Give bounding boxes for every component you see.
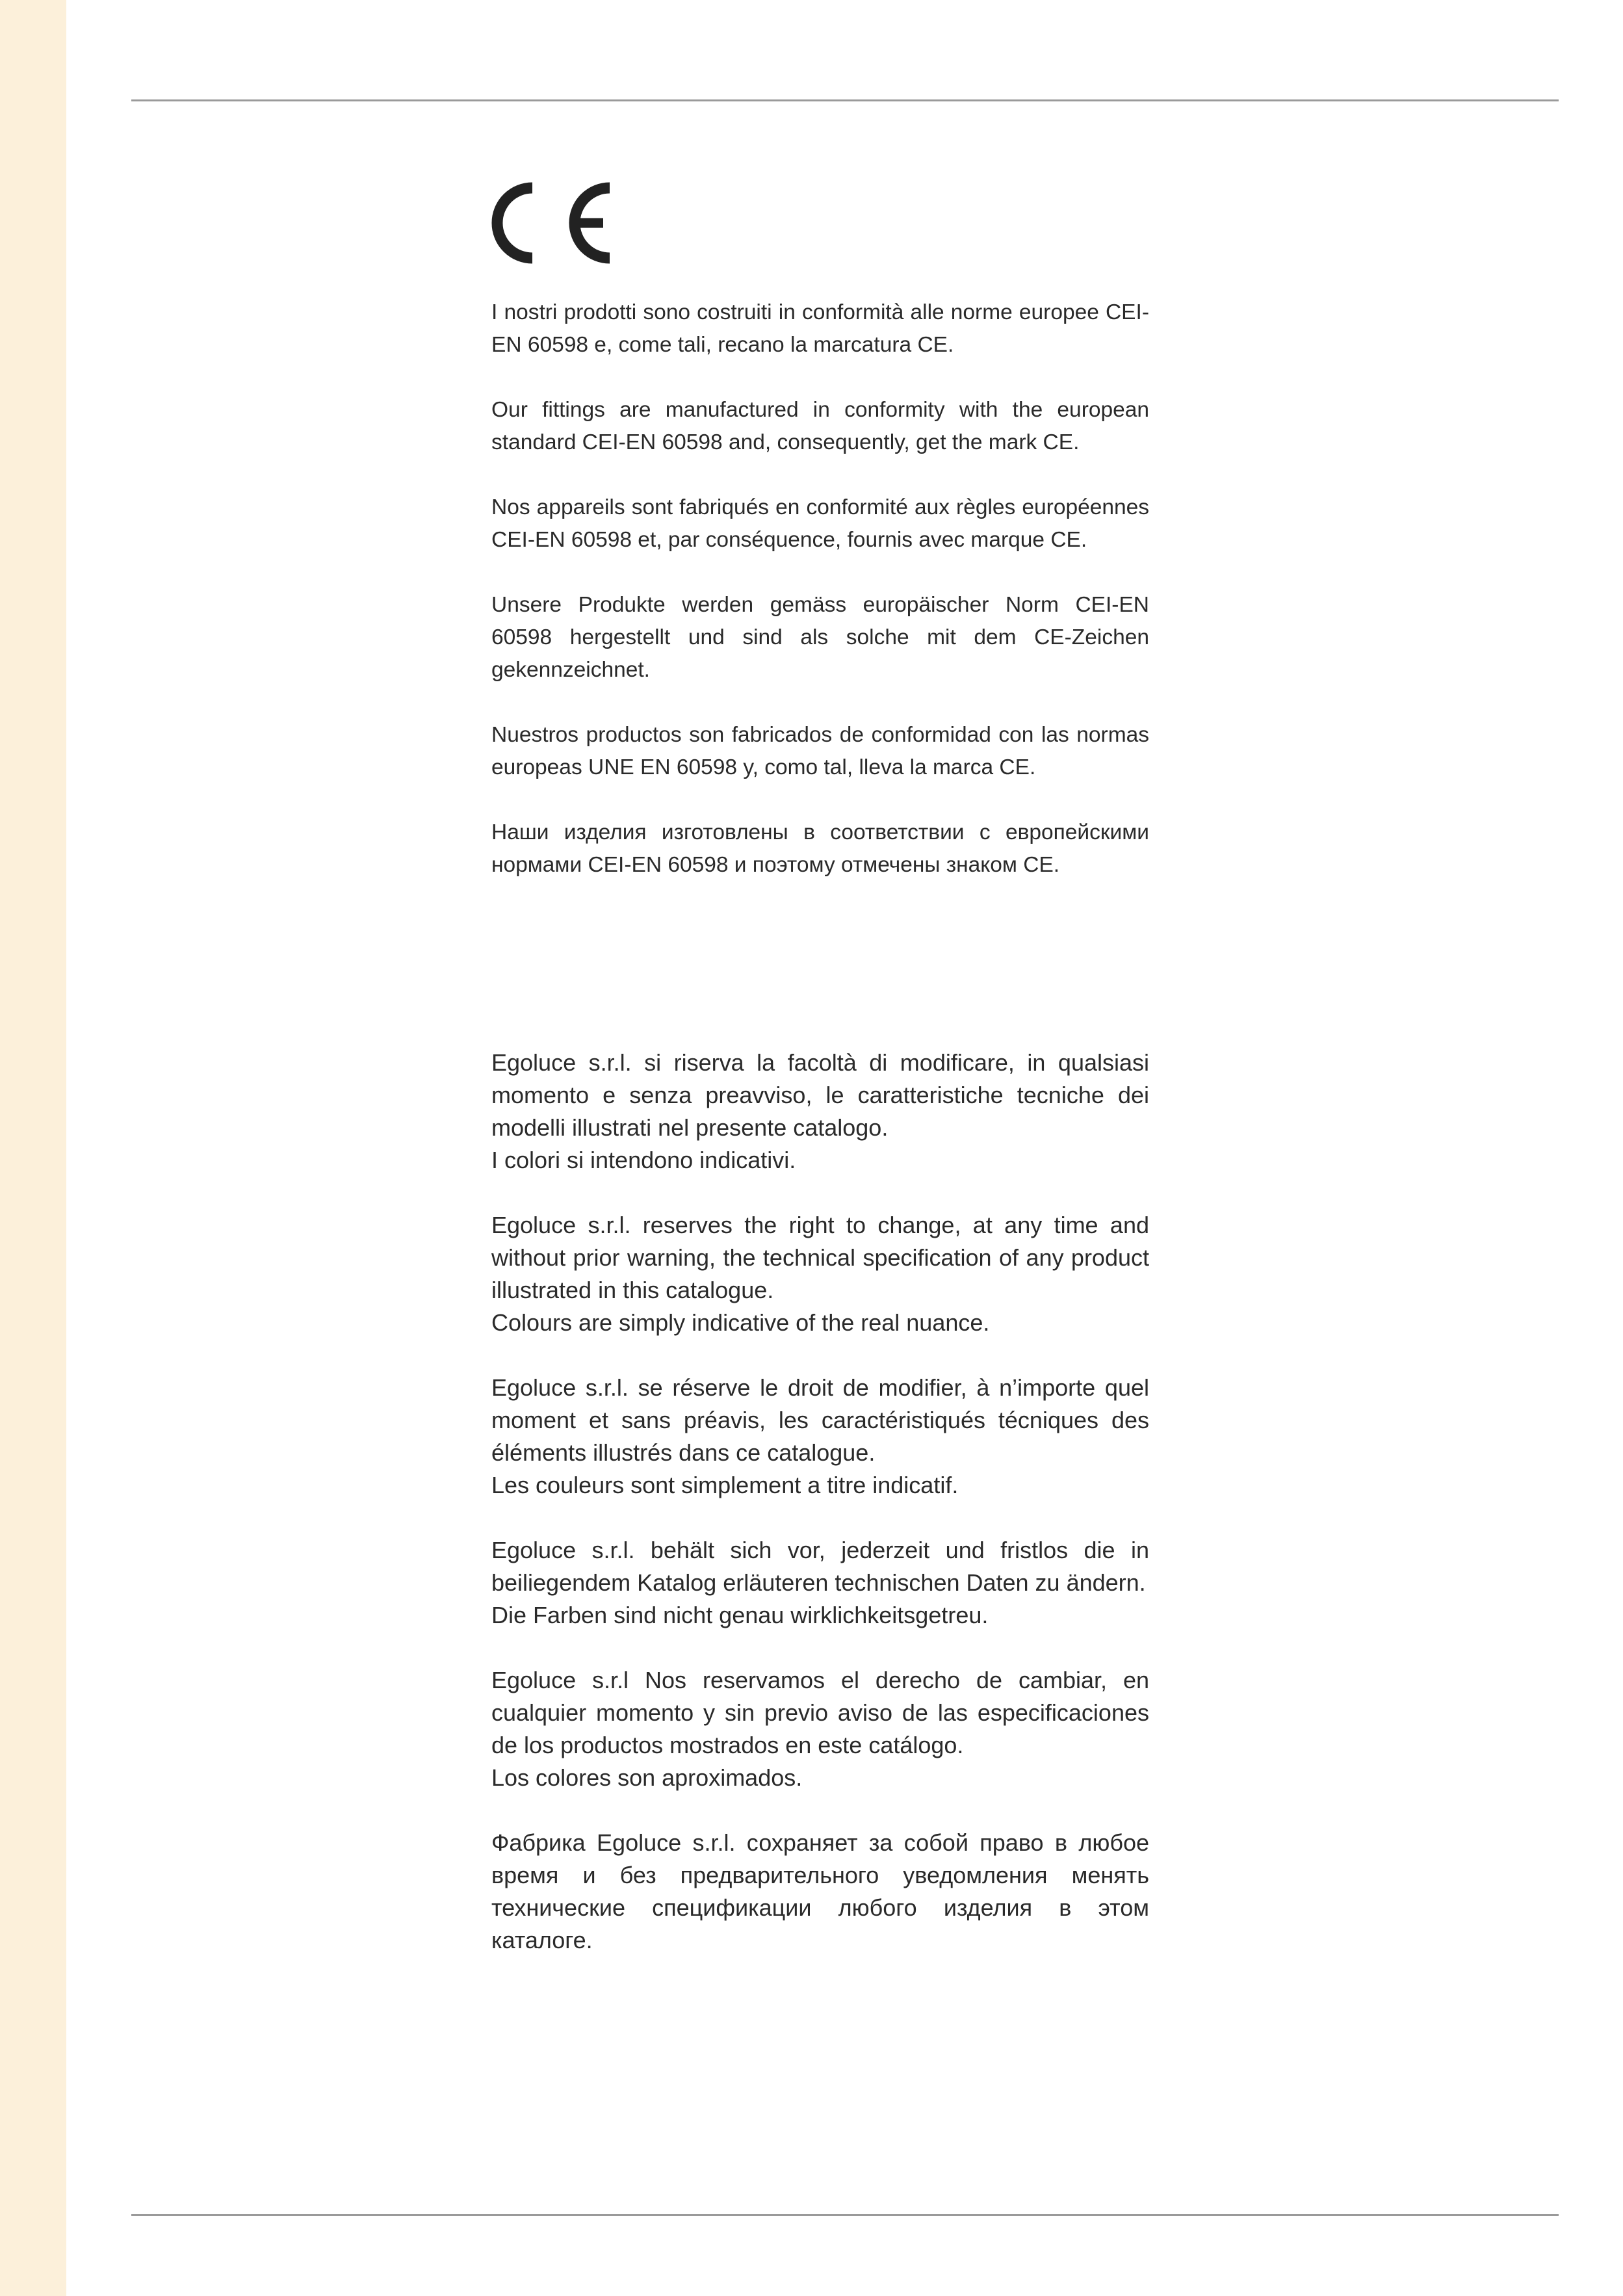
disclaimer-spanish-text: Egoluce s.r.l Nos reservamos el derecho de cambiar, en cualquier momento y sin previo aviso de las especificaciones de los productos mostrados en este catálogo. — [491, 1667, 1149, 1758]
disclaimer-german-colors: Die Farben sind nicht genau wirklichkeitsgetreu. — [491, 1602, 989, 1628]
ce-conformity-text — [491, 296, 1149, 881]
ce-paragraph-german: Unsere Produkte werden gemäss europäischer Norm CEI-EN 60598 hergestellt und sind als solche mit dem CE-Zeichen gekennzeichnet. — [491, 593, 1149, 682]
disclaimer-german — [491, 1534, 1149, 1632]
ce-paragraph-english: Our fittings are manufactured in conformity with the european standard CEI-EN 60598 and, consequently, get the mark CE. — [491, 398, 1149, 454]
ce-paragraph-spanish: Nuestros productos son fabricados de conformidad con las normas europeas UNE EN 60598 y, como tal, lleva la marca CE. — [491, 723, 1149, 779]
ce-paragraph-italian: I nostri prodotti sono costruiti in conformità alle norme europee CEI-EN 60598 e, come tali, recano la marcatura CE. — [491, 300, 1149, 357]
disclaimer-text — [491, 1047, 1149, 1957]
top-divider — [131, 99, 1559, 101]
disclaimer-russian-text: Фабрика Egoluce s.r.l. сохраняет за собой право в любое время и без предварительного уведомления менять технические спецификации любого изделия в этом каталоге. — [491, 1829, 1149, 1953]
ce-paragraph-french: Nos appareils sont fabriqués en conformité aux règles européennes CEI-EN 60598 et, par conséquence, fournis avec marque CE. — [491, 495, 1149, 552]
disclaimer-french-text: Egoluce s.r.l. se réserve le droit de modifier, à n’importe quel moment et sans préavis, les caractéristiqués técniques des éléments illustrés dans ce catalogue. — [491, 1374, 1149, 1466]
disclaimer-italian-colors: I colori si intendono indicativi. — [491, 1147, 796, 1173]
disclaimer-french — [491, 1372, 1149, 1502]
ce-mark-logo — [491, 179, 616, 267]
disclaimer-french-colors: Les couleurs sont simplement a titre indicatif. — [491, 1472, 959, 1498]
disclaimer-italian — [491, 1047, 1149, 1177]
disclaimer-english — [491, 1209, 1149, 1339]
disclaimer-english-colors: Colours are simply indicative of the real nuance. — [491, 1309, 990, 1336]
bottom-divider — [131, 2214, 1559, 2216]
ce-paragraph-russian: Наши изделия изготовлены в соответствии с европейскими нормами CEI-EN 60598 и поэтому отмечены знаком CE. — [491, 820, 1149, 877]
disclaimer-russian — [491, 1827, 1149, 1957]
disclaimer-spanish — [491, 1664, 1149, 1794]
disclaimer-english-text: Egoluce s.r.l. reserves the right to change, at any time and without prior warning, the technical specification of any product illustrated in this catalogue. — [491, 1212, 1149, 1303]
disclaimer-italian-text: Egoluce s.r.l. si riserva la facoltà di modificare, in qualsiasi momento e senza preavviso, le caratteristiche tecniche dei modelli illustrati nel presente catalogo. — [491, 1049, 1149, 1141]
disclaimer-german-text: Egoluce s.r.l. behält sich vor, jederzeit und fristlos die in beiliegendem Katalog erläuteren technischen Daten zu ändern. — [491, 1537, 1149, 1596]
side-color-strip — [0, 0, 66, 2296]
disclaimer-spanish-colors: Los colores son aproximados. — [491, 1764, 803, 1791]
